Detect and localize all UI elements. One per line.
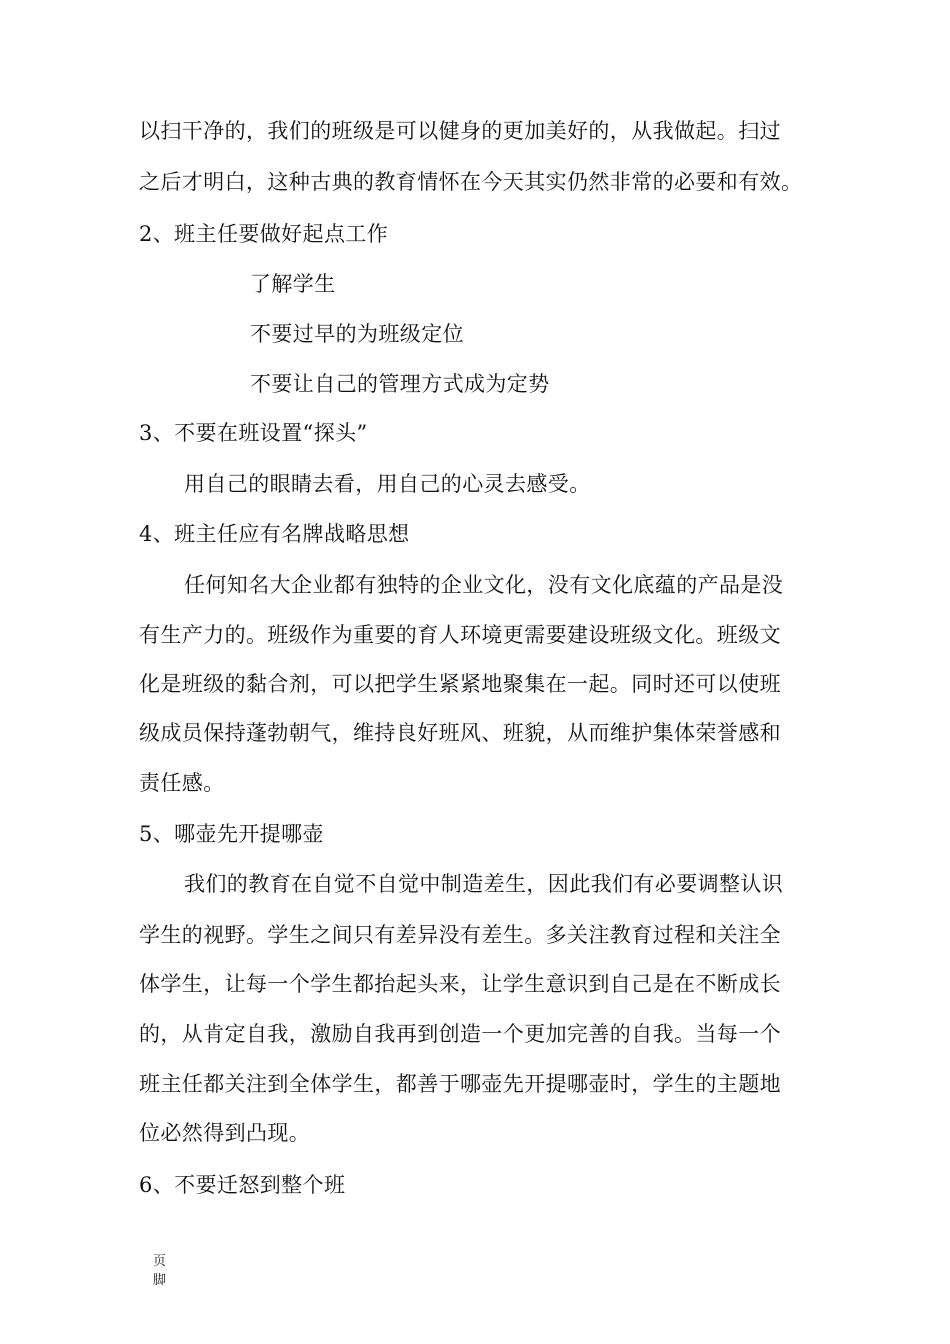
section-heading-2: 2、班主任要做好起点工作: [139, 222, 389, 246]
body-text-line: 体学生，让每一个学生都抬起头来，让学生意识到自己是在不断成长: [139, 972, 781, 996]
body-text-line: 之后才明白，这种古典的教育情怀在今天其实仍然非常的必要和有效。: [139, 170, 803, 194]
section-heading-6: 6、不要迁怒到整个班: [139, 1173, 346, 1197]
body-text-line: 我们的教育在自觉不自觉中制造差生，因此我们有必要调整认识: [184, 872, 784, 896]
list-item: 了解学生: [250, 272, 336, 296]
body-text-line: 的，从肯定自我，激励自我再到创造一个更加完善的自我。当每一个: [139, 1022, 781, 1046]
body-text-line: 班主任都关注到全体学生，都善于哪壶先开提哪壶时，学生的主题地: [139, 1072, 781, 1096]
section-heading-5: 5、哪壶先开提哪壶: [139, 822, 324, 846]
body-text-line: 以扫干净的，我们的班级是可以健身的更加美好的，从我做起。扫过: [139, 119, 781, 143]
body-text-line: 化是班级的黏合剂，可以把学生紧紧地聚集在一起。同时还可以使班: [139, 672, 781, 696]
body-text-line: 有生产力的。班级作为重要的育人环境更需要建设班级文化。班级文: [139, 623, 781, 647]
body-text-line: 位必然得到凸现。: [139, 1121, 311, 1145]
page-footer: 页脚: [153, 1254, 167, 1288]
body-text-line: 任何知名大企业都有独特的企业文化，没有文化底蕴的产品是没: [184, 573, 784, 597]
body-text-line: 责任感。: [139, 771, 225, 795]
body-text-line: 学生的视野。学生之间只有差异没有差生。多关注教育过程和关注全: [139, 923, 781, 947]
list-item: 不要让自己的管理方式成为定势: [250, 372, 550, 396]
section-heading-4: 4、班主任应有名牌战略思想: [139, 522, 410, 546]
body-text-line: 用自己的眼睛去看，用自己的心灵去感受。: [184, 472, 591, 496]
body-text-line: 级成员保持蓬勃朝气，维持良好班风、班貌，从而维护集体荣誉感和: [139, 721, 781, 745]
section-heading-3: 3、不要在班设置“探头”: [139, 421, 368, 445]
list-item: 不要过早的为班级定位: [250, 322, 464, 346]
